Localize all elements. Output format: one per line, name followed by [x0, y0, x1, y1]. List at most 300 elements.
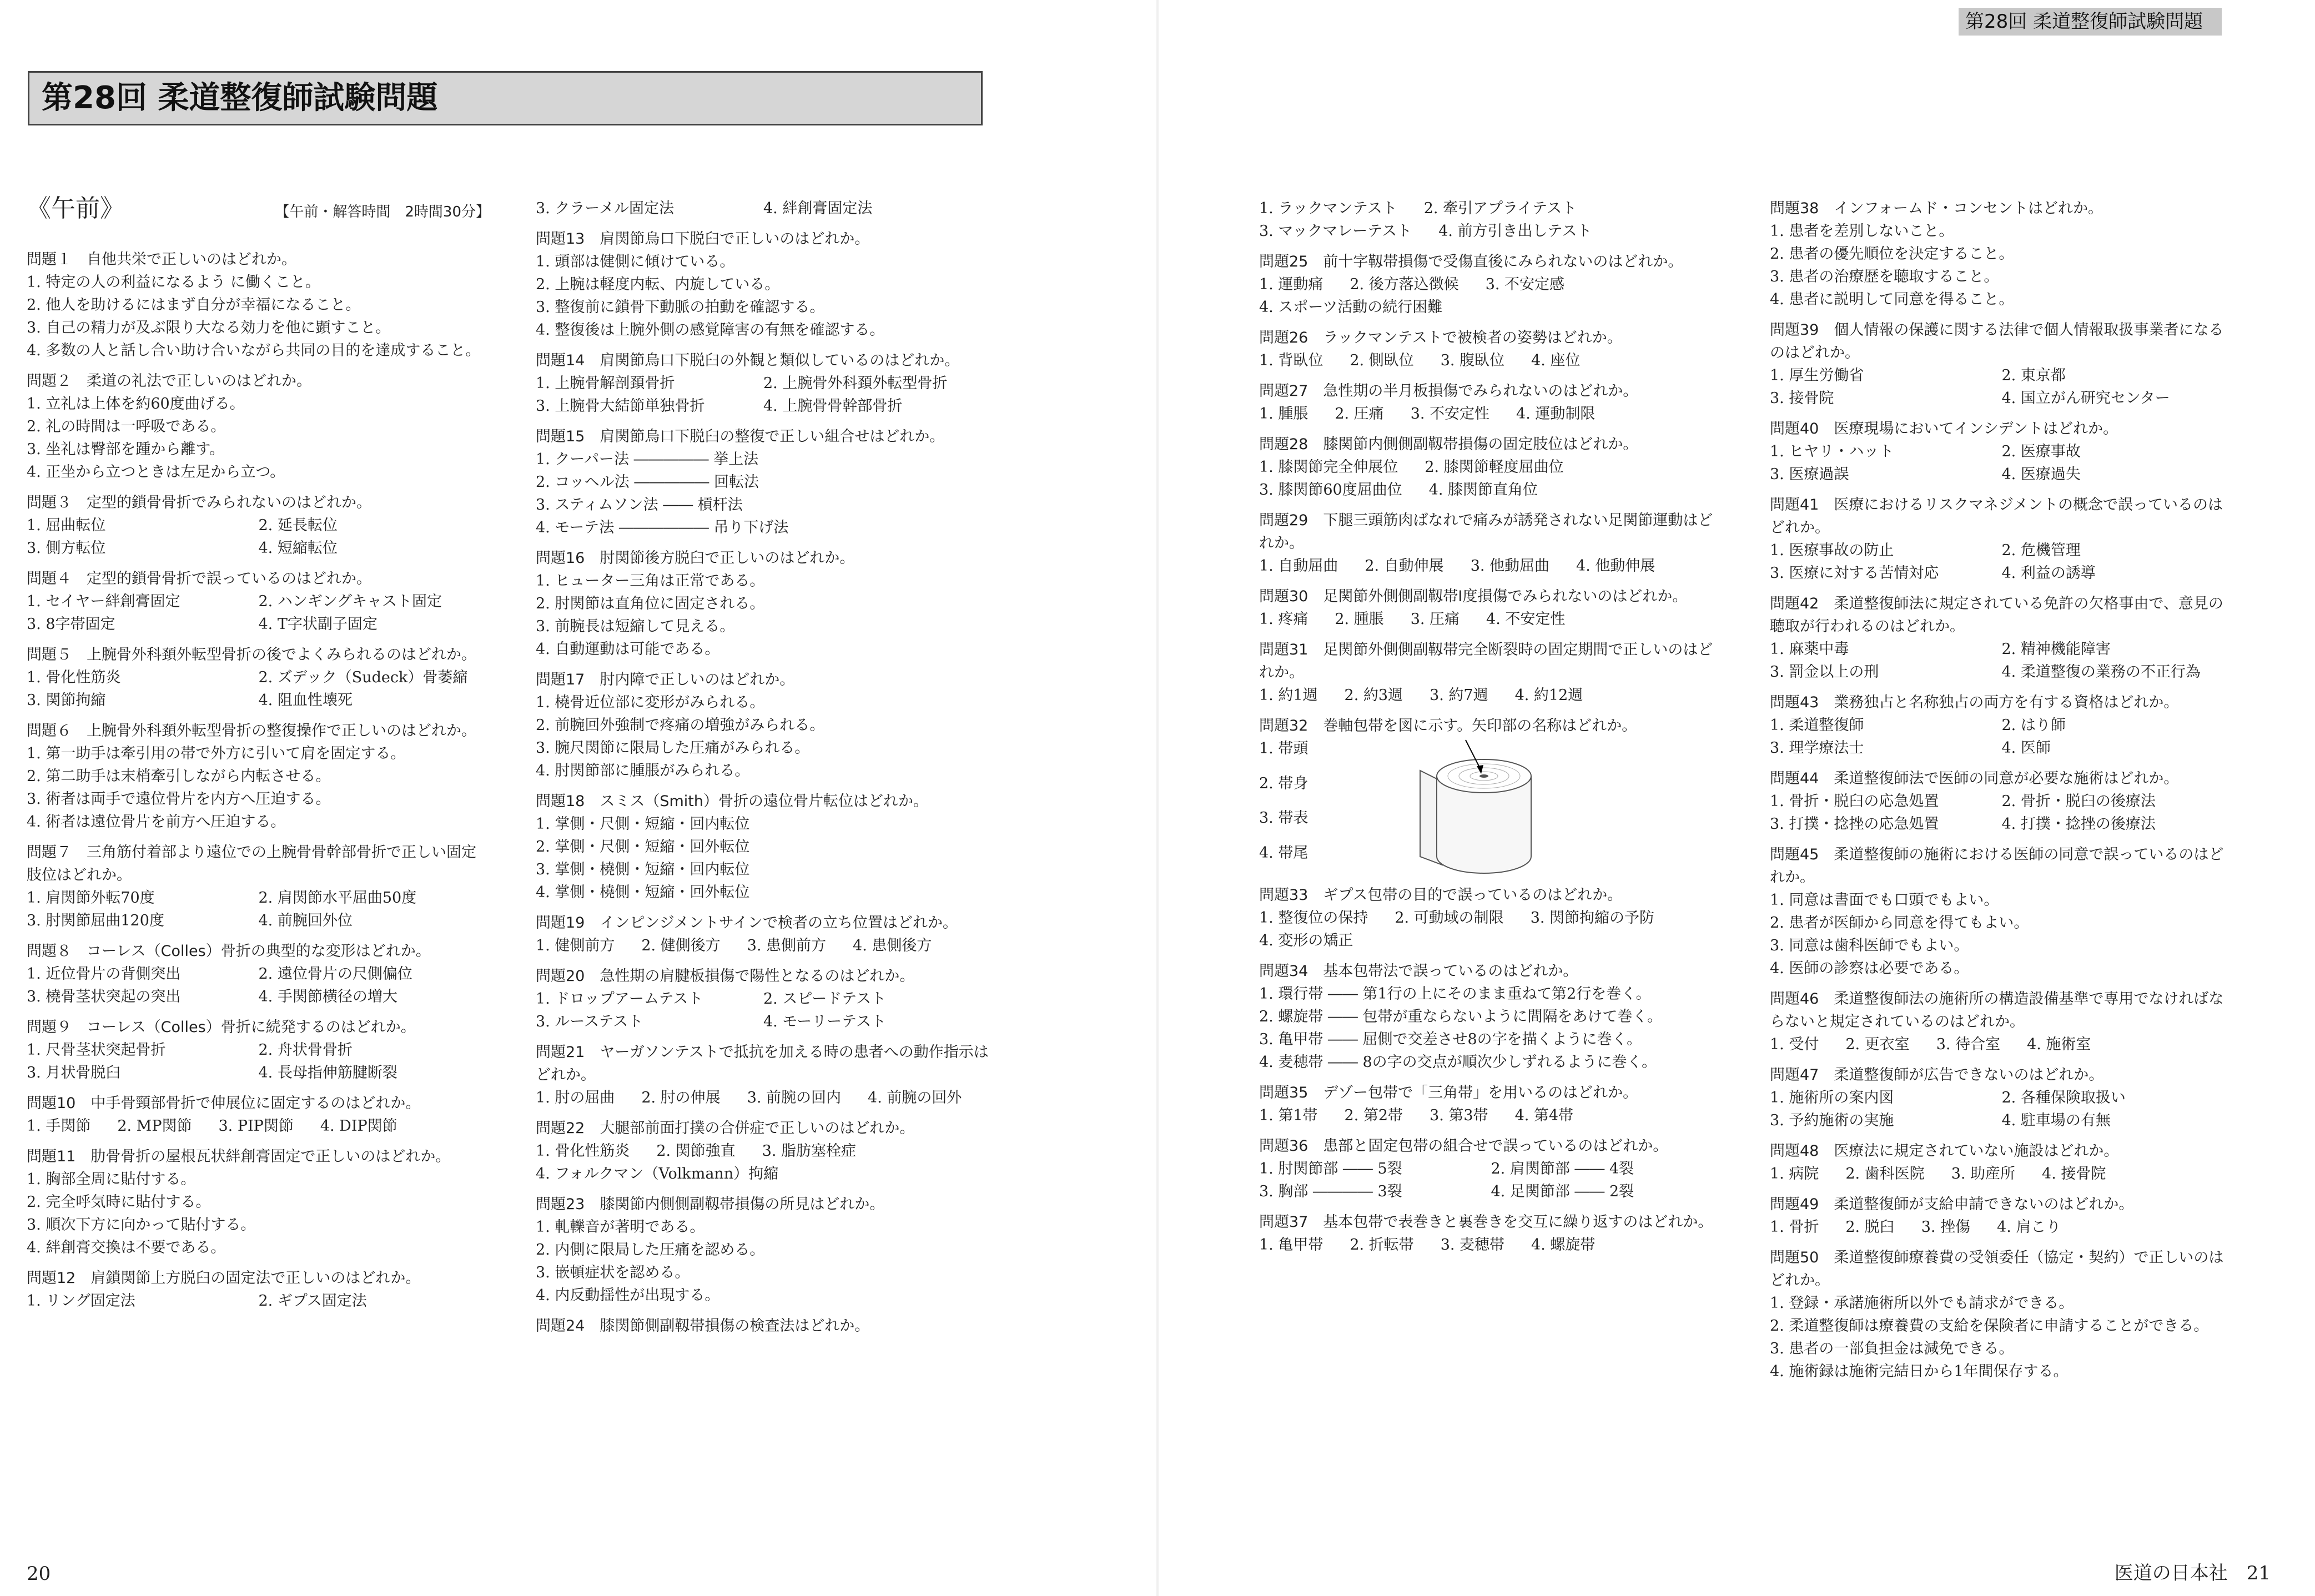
question-block	[1259, 380, 1723, 425]
answer-option: 1. 肘関節部 ―― 5裂	[1259, 1160, 1402, 1177]
question-block	[27, 370, 490, 484]
question-text: 問題33 ギプス包帯の目的で誤っているのはどれか。	[1259, 887, 1623, 904]
answer-option: 3. 前腕長は短縮して見える。	[536, 618, 735, 635]
answer-option: 1. 第一助手は牽引用の帯で外方に引いて肩を固定する。	[27, 745, 406, 762]
question-text: 問題２ 柔道の礼法で正しいのはどれか。	[27, 372, 311, 390]
answer-option: 1. 麻薬中毒	[1770, 641, 1849, 658]
options	[536, 197, 991, 220]
answer-option: 3. 待合室	[1936, 1036, 2001, 1053]
question-text: 問題13 肩関節烏口下脱臼で正しいのはどれか。	[536, 230, 870, 248]
question-block	[1259, 509, 1723, 577]
options	[27, 887, 490, 932]
question-block	[536, 1041, 991, 1109]
answer-option: 4. 接骨院	[2042, 1165, 2106, 1182]
answer-option: 2. 上腕骨外科頚外転型骨折	[763, 375, 948, 392]
answer-option: 2. 精神機能障害	[2001, 641, 2111, 658]
answer-option: 2. 危機管理	[2001, 542, 2081, 559]
answer-option: 2. 肩関節部 ―― 4裂	[1491, 1160, 1634, 1177]
answer-option: 3. 麦穂帯	[1440, 1236, 1505, 1253]
answer-option: 3. 亀甲帯 ―― 屈側で交差させ8の字を描くように巻く。	[1259, 1031, 1642, 1048]
answer-option: 1. 上腕骨解剖頚骨折	[536, 375, 675, 392]
options	[1770, 889, 2233, 980]
options	[27, 1168, 490, 1259]
running-header: 第28回 柔道整復師試験問題	[1959, 8, 2222, 36]
question-text: 問題17 肘内障で正しいのはどれか。	[536, 671, 795, 688]
options	[1259, 402, 1723, 425]
options	[1770, 539, 2233, 585]
question-block	[1259, 960, 1723, 1074]
answer-option: 3. 不安定性	[1410, 405, 1490, 422]
answer-option: 2. 関節強直	[656, 1142, 736, 1160]
question-block	[1259, 638, 1723, 707]
options	[536, 1140, 991, 1185]
answer-option: 1. 骨折・脱臼の応急処置	[1770, 793, 1939, 810]
answer-option: 1. 掌側・尺側・短縮・回内転位	[536, 815, 750, 833]
answer-option: 4. 正坐から立つときは左足から立つ。	[27, 464, 285, 481]
answer-option: 2. 遠位骨片の尺側偏位	[258, 965, 412, 983]
answer-option: 3. 患者の一部負担金は減免できる。	[1770, 1340, 2014, 1357]
answer-option: 3. 脂肪塞栓症	[762, 1142, 857, 1160]
options	[536, 1216, 991, 1307]
answer-option: 2. 帯身	[1259, 774, 1309, 792]
answer-option: 3. 同意は歯科医師でもよい。	[1770, 937, 1969, 954]
question-text: 問題43 業務独占と名称独占の両方を有する資格はどれか。	[1770, 694, 2179, 711]
answer-option: 3. 関節拘縮の予防	[1530, 909, 1655, 927]
question-block	[1770, 1140, 2233, 1185]
answer-option: 3. マックマレーテスト	[1259, 223, 1412, 240]
answer-option: 1. 背臥位	[1259, 352, 1323, 369]
answer-option: 1. リング固定法	[27, 1292, 135, 1310]
question-block	[27, 1092, 490, 1137]
question-block	[536, 425, 991, 539]
answer-option: 4. 整復後は上腕外側の感覚障害の有無を確認する。	[536, 321, 885, 339]
options	[27, 514, 490, 560]
answer-option: 3. 胸部 ―――― 3裂	[1259, 1183, 1402, 1200]
answer-option: 4. T字状副子固定	[258, 616, 378, 633]
question-block	[536, 912, 991, 957]
answer-option: 1. 骨折	[1770, 1219, 1819, 1236]
options	[1259, 349, 1723, 372]
question-text: 問題45 柔道整復師の施術における医師の同意で誤っているのはどれか。	[1770, 846, 2224, 886]
question-block	[27, 1267, 490, 1312]
answer-option: 2. ハンギングキャスト固定	[258, 593, 442, 610]
column-3	[1259, 197, 1723, 1264]
question-text: 問題14 肩関節烏口下脱臼の外観と類似しているのはどれか。	[536, 352, 960, 369]
options	[1770, 1216, 2233, 1238]
answer-option: 3. 上腕骨大結節単独骨折	[536, 397, 705, 415]
answer-option: 3. 患者の治療歴を聴取すること。	[1770, 268, 1999, 285]
answer-option: 3. 挫傷	[1921, 1219, 1971, 1236]
options	[1259, 456, 1723, 501]
answer-option: 1. 病院	[1770, 1165, 1819, 1182]
question-text: 問題18 スミス（Smith）骨折の遠位骨片転位はどれか。	[536, 793, 928, 810]
answer-option: 2. 更衣室	[1845, 1036, 1910, 1053]
answer-option: 2. 舟状骨骨折	[258, 1041, 353, 1059]
answer-option: 3. ルーステスト	[536, 1013, 643, 1030]
answer-option: 4. 螺旋帯	[1531, 1236, 1596, 1253]
options	[1259, 737, 1381, 876]
options	[27, 1115, 490, 1137]
answer-option: 3. 膝関節60度屈曲位	[1259, 481, 1402, 499]
answer-option: 3. 関節拘縮	[27, 692, 106, 709]
question-block	[1770, 767, 2233, 835]
question-text: 問題42 柔道整復師法に規定されている免許の欠格事由で、意見の聴取が行われるのはどれか。	[1770, 595, 2223, 635]
column-4	[1770, 197, 2233, 1391]
answer-option: 4. 短縮転位	[258, 540, 338, 557]
question-text: 問題40 医療現場においてインシデントはどれか。	[1770, 420, 2118, 437]
options	[1259, 684, 1723, 707]
answer-option: 4. 絆創膏交換は不要である。	[27, 1239, 226, 1256]
answer-option: 2. 上腕は軽度内転、内旋している。	[536, 276, 780, 293]
question-text: 問題19 インピンジメントサインで検者の立ち位置はどれか。	[536, 914, 958, 932]
answer-option: 3. 側方転位	[27, 540, 106, 557]
answer-option: 4. 医師	[2001, 739, 2051, 757]
options	[1770, 714, 2233, 759]
question-block	[536, 197, 991, 220]
options	[536, 988, 991, 1033]
answer-option: 2. 螺旋帯 ―― 包帯が重ならないように間隔をあけて巻く。	[1259, 1008, 1662, 1025]
session-title: 《午前》	[27, 194, 124, 223]
question-block	[1770, 319, 2233, 410]
answer-option: 4. 施術録は施術完結日から1年間保存する。	[1770, 1363, 2069, 1380]
answer-option: 3. 医療過誤	[1770, 466, 1849, 483]
answer-option: 4. 変形の矯正	[1259, 932, 1353, 949]
answer-option: 1. 胸部全周に貼付する。	[27, 1171, 196, 1188]
answer-option: 3. 月状骨脱臼	[27, 1064, 121, 1081]
question-block	[1770, 197, 2233, 311]
answer-option: 2. 圧痛	[1335, 405, 1384, 422]
answer-option: 1. セイヤー絆創膏固定	[27, 593, 180, 610]
answer-option: 1. ヒューター三角は正常である。	[536, 572, 765, 590]
question-text: 問題50 柔道整復師療養費の受領委任（協定・契約）で正しいのはどれか。	[1770, 1249, 2224, 1289]
answer-option: 4. 内反動揺性が出現する。	[536, 1287, 720, 1304]
answer-option: 2. 自動伸展	[1365, 557, 1444, 575]
question-text: 問題29 下腿三頭筋肉ばなれで痛みが誘発されない足関節運動はどれか。	[1259, 512, 1713, 552]
answer-option: 2. 前腕回外強制で疼痛の増強がみられる。	[536, 717, 825, 734]
answer-option: 4. 自動運動は可能である。	[536, 641, 720, 658]
bandage-roll-figure	[1403, 737, 1537, 876]
question-block	[1770, 417, 2233, 486]
question-block	[27, 643, 490, 712]
question-block	[536, 349, 991, 417]
options	[1259, 555, 1723, 577]
answer-option: 3. 掌側・橈側・短縮・回内転位	[536, 861, 750, 878]
answer-option: 4. 上腕骨骨幹部骨折	[763, 397, 903, 415]
answer-option: 4. 医師の診察は必要である。	[1770, 960, 1969, 977]
question-block	[1259, 714, 1723, 876]
answer-option: 2. 歯科医院	[1845, 1165, 1925, 1182]
options	[1770, 440, 2233, 486]
answer-option: 4. 打撲・捻挫の後療法	[2001, 815, 2156, 833]
question-text: 問題23 膝関節内側側副靱帯損傷の所見はどれか。	[536, 1196, 885, 1213]
options	[27, 963, 490, 1008]
answer-option: 3. 患側前方	[747, 937, 827, 954]
question-text: 問題12 肩鎖関節上方脱臼の固定法で正しいのはどれか。	[27, 1270, 421, 1287]
options	[1770, 1086, 2233, 1132]
question-text: 問題22 大腿部前面打撲の合併症で正しいのはどれか。	[536, 1120, 915, 1137]
answer-option: 3. 整復前に鎖骨下動脈の拍動を確認する。	[536, 299, 825, 316]
answer-option: 1. 橈骨近位部に変形がみられる。	[536, 694, 765, 711]
answer-option: 4. 膝関節直角位	[1428, 481, 1538, 499]
answer-option: 2. 肘の伸展	[641, 1089, 721, 1106]
options	[1770, 1033, 2233, 1056]
answer-option: 3. 帯表	[1259, 809, 1309, 827]
answer-option: 2. 礼の時間は一呼吸である。	[27, 418, 226, 435]
answer-option: 3. PIP関節	[218, 1117, 294, 1135]
answer-option: 1. 手関節	[27, 1117, 91, 1135]
question-block	[1259, 1211, 1723, 1256]
answer-option: 3. クラーメル固定法	[536, 200, 674, 217]
answer-option: 4. 駐車場の有無	[2001, 1112, 2111, 1129]
question-block	[1259, 585, 1723, 631]
answer-option: 1. クーパー法 ――――― 挙上法	[536, 451, 759, 468]
answer-option: 2. 腫脹	[1335, 611, 1384, 628]
question-block	[1259, 433, 1723, 501]
answer-option: 4. 多数の人と話し合い助け合いながら共同の目的を達成すること。	[27, 342, 481, 359]
answer-option: 2. 完全呼気時に貼付する。	[27, 1194, 211, 1211]
answer-option: 2. 患者の優先順位を決定すること。	[1770, 245, 2014, 263]
question-block	[27, 940, 490, 1008]
question-block	[27, 567, 490, 636]
answer-option: 3. 腕尺関節に限局した圧痛がみられる。	[536, 739, 810, 757]
options	[1770, 790, 2233, 835]
answer-option: 3. 第3帯	[1430, 1107, 1488, 1124]
answer-option: 2. 各種保険取扱い	[2001, 1089, 2126, 1106]
page-number-left: 20	[27, 1563, 51, 1585]
answer-option: 1. 同意は書面でも口頭でもよい。	[1770, 892, 1999, 909]
answer-option: 3. 肘関節屈曲120度	[27, 912, 164, 929]
answer-option: 3. 嵌頓症状を認める。	[536, 1264, 690, 1281]
answer-option: 3. 助産所	[1951, 1165, 2016, 1182]
question-text: 問題20 急性期の肩腱板損傷で陽性となるのはどれか。	[536, 968, 915, 985]
column-2	[536, 197, 991, 1345]
answer-option: 1. 医療事故の防止	[1770, 542, 1894, 559]
answer-option: 2. 東京都	[2001, 367, 2066, 384]
answer-option: 2. 第2帯	[1344, 1107, 1403, 1124]
options	[1770, 220, 2233, 311]
answer-option: 1. 帯頭	[1259, 740, 1309, 757]
answer-option: 3. 坐礼は臀部を踵から離す。	[27, 441, 225, 458]
answer-option: 4. 阻血性壊死	[258, 692, 353, 709]
question-block	[536, 668, 991, 782]
question-block	[536, 965, 991, 1033]
options	[27, 1039, 490, 1084]
page-number-right: 医道の日本社 21	[2114, 1562, 2271, 1584]
answer-option: 4. 柔道整復の業務の不正行為	[2001, 663, 2201, 681]
answer-option: 1. 柔道整復師	[1770, 717, 1864, 734]
question-text: 問題31 足関節外側側副靱帯完全断裂時の固定期間で正しいのはどれか。	[1259, 641, 1713, 681]
question-text: 問題48 医療法に規定されていない施設はどれか。	[1770, 1142, 2119, 1160]
options	[1259, 273, 1723, 319]
answer-option: 1. 屈曲転位	[27, 517, 106, 534]
question-text: 問題26 ラックマンテストで被検者の姿勢はどれか。	[1259, 329, 1622, 346]
question-text: 問題36 患部と固定包帯の組合せで誤っているのはどれか。	[1259, 1137, 1668, 1155]
answer-option: 1. 第1帯	[1259, 1107, 1318, 1124]
answer-option: 2. 牽引アプライテスト	[1423, 200, 1577, 217]
answer-option: 1. 運動痛	[1259, 276, 1323, 293]
answer-option: 4. モーテ法 ―――――― 吊り下げ法	[536, 519, 789, 536]
answer-option: 1. 特定の人の利益になるよう に働くこと。	[27, 274, 320, 291]
answer-option: 4. 足関節部 ―― 2裂	[1491, 1183, 1634, 1200]
answer-option: 1. 環行帯 ―― 第1行の上にそのまま重ねて第2行を巻く。	[1259, 985, 1651, 1003]
answer-option: 2. 脱臼	[1845, 1219, 1895, 1236]
question-text: 問題27 急性期の半月板損傷でみられないのはどれか。	[1259, 382, 1638, 400]
answer-option: 4. 約12週	[1514, 687, 1583, 704]
options	[536, 691, 991, 782]
question-block	[1770, 1193, 2233, 1238]
question-block	[1259, 197, 1723, 243]
question-block	[1770, 1246, 2233, 1383]
question-text: 問題４ 定型的鎖骨骨折で誤っているのはどれか。	[27, 570, 371, 587]
question-text: 問題９ コーレス（Colles）骨折に続発するのはどれか。	[27, 1019, 416, 1036]
options	[27, 590, 490, 636]
answer-option: 1. ラックマンテスト	[1259, 200, 1397, 217]
question-text: 問題35 デゾー包帯で「三角帯」を用いるのはどれか。	[1259, 1084, 1638, 1101]
answer-option: 4. 医療過失	[2001, 466, 2081, 483]
options	[536, 813, 991, 904]
answer-option: 1. 立礼は上体を約60度曲げる。	[27, 395, 245, 412]
answer-option: 1. 骨化性筋炎	[27, 669, 121, 686]
answer-option: 4. 国立がん研究センター	[2001, 390, 2170, 407]
question-block	[27, 1016, 490, 1084]
answer-option: 3. 橈骨茎状突起の突出	[27, 988, 181, 1005]
answer-option: 2. 骨折・脱臼の後療法	[2001, 793, 2156, 810]
answer-option: 2. 内側に限局した圧痛を認める。	[536, 1241, 765, 1258]
answer-option: 4. 絆創膏固定法	[763, 200, 873, 217]
question-text: 問題８ コーレス（Colles）骨折の典型的な変形はどれか。	[27, 943, 431, 960]
question-block	[1770, 1064, 2233, 1132]
answer-option: 4. 第4帯	[1514, 1107, 1574, 1124]
question-block	[1770, 843, 2233, 980]
answer-option: 4. 手関節横径の増大	[258, 988, 397, 1005]
options	[1259, 1157, 1723, 1203]
options	[536, 250, 991, 341]
question-text: 問題38 インフォームド・コンセントはどれか。	[1770, 200, 2103, 217]
answer-option: 1. 健側前方	[536, 937, 615, 954]
answer-option: 1. 登録・承諾施術所以外でも請求ができる。	[1770, 1295, 2074, 1312]
answer-option: 1. 自動屈曲	[1259, 557, 1338, 575]
answer-option: 2. 可動域の制限	[1395, 909, 1504, 927]
question-text: 問題24 膝関節側副靱帯損傷の検査法はどれか。	[536, 1317, 870, 1335]
exam-title: 第28回 柔道整復師試験問題	[28, 71, 983, 125]
answer-option: 2. 他人を助けるにはまず自分が幸福になること。	[27, 296, 361, 314]
options	[536, 570, 991, 661]
options	[1259, 197, 1723, 243]
answer-option: 4. 不安定性	[1486, 611, 1566, 628]
answer-option: 2. はり師	[2001, 717, 2066, 734]
answer-option: 4. 掌側・橈側・短縮・回外転位	[536, 884, 750, 901]
answer-option: 4. 肩こり	[1997, 1219, 2061, 1236]
answer-option: 4. 麦穂帯 ―― 8の字の交点が順次少しずれるように巻く。	[1259, 1054, 1657, 1071]
session-header	[27, 194, 490, 224]
question-block	[27, 841, 490, 932]
question-text: 問題41 医療におけるリスクマネジメントの概念で誤っているのはどれか。	[1770, 496, 2223, 536]
question-text: 問題11 肋骨骨折の屋根瓦状絆創膏固定で正しいのはどれか。	[27, 1148, 451, 1165]
answer-option: 4. フォルクマン（Volkmann）拘縮	[536, 1165, 779, 1182]
options	[27, 392, 490, 484]
options	[1259, 1233, 1723, 1256]
answer-option: 1. ヒヤリ・ハット	[1770, 443, 1894, 460]
answer-option: 2. 後方落込徴候	[1350, 276, 1459, 293]
question-text: 問題５ 上腕骨外科頚外転型骨折の後でよくみられるのはどれか。	[27, 646, 476, 663]
question-block	[536, 228, 991, 341]
question-text: 問題３ 定型的鎖骨骨折でみられないのはどれか。	[27, 494, 371, 511]
options	[27, 742, 490, 833]
answer-option: 1. ドロップアームテスト	[536, 990, 703, 1008]
answer-option: 4. 座位	[1531, 352, 1581, 369]
answer-option: 4. 利益の誘導	[2001, 565, 2096, 582]
options	[536, 372, 991, 417]
answer-option: 1. 受付	[1770, 1036, 1819, 1053]
figure-row	[1259, 737, 1723, 876]
question-text: 問題28 膝関節内側側副靱帯損傷の固定肢位はどれか。	[1259, 436, 1638, 453]
answer-option: 2. 第二助手は末梢牽引しながら内転させる。	[27, 768, 331, 785]
answer-option: 4. 前方引き出しテスト	[1438, 223, 1592, 240]
answer-option: 1. 腫脹	[1259, 405, 1309, 422]
answer-option: 2. 延長転位	[258, 517, 338, 534]
question-block	[27, 719, 490, 833]
answer-option: 1. 軋轢音が著明である。	[536, 1219, 705, 1236]
answer-option: 3. 他動屈曲	[1470, 557, 1550, 575]
question-block	[1259, 1135, 1723, 1203]
answer-option: 2. 膝関節軽度屈曲位	[1425, 459, 1564, 476]
question-block	[1770, 494, 2233, 585]
question-text: 問題１ 自他共栄で正しいのはどれか。	[27, 251, 296, 268]
question-text: 問題30 足関節外側側副靱帯Ⅰ度損傷でみられないのはどれか。	[1259, 588, 1688, 605]
question-block	[1770, 691, 2233, 759]
answer-option: 4. 運動制限	[1516, 405, 1596, 422]
answer-option: 3. 予約施術の実施	[1770, 1112, 1894, 1129]
answer-option: 3. 接骨院	[1770, 390, 1834, 407]
question-text: 問題15 肩関節烏口下脱臼の整復で正しい組合せはどれか。	[536, 428, 945, 445]
answer-option: 3. 医療に対する苦情対応	[1770, 565, 1939, 582]
answer-option: 2. 患者が医師から同意を得てもよい。	[1770, 914, 2029, 932]
options	[536, 448, 991, 539]
question-block	[536, 1117, 991, 1185]
options	[1770, 1292, 2233, 1383]
answer-option: 2. 柔道整復師は療養費の支給を保険者に申請することができる。	[1770, 1317, 2209, 1335]
answer-option: 4. 患側後方	[853, 937, 932, 954]
answer-option: 4. 前腕の回外	[868, 1089, 962, 1106]
question-text: 問題６ 上腕骨外科頚外転型骨折の整復操作で正しいのはどれか。	[27, 722, 476, 739]
column-1	[27, 194, 490, 1320]
answer-option: 4. モーリーテスト	[763, 1013, 887, 1030]
answer-option: 3. 打撲・捻挫の応急処置	[1770, 815, 1939, 833]
answer-option: 1. 厚生労働省	[1770, 367, 1864, 384]
answer-option: 3. 理学療法士	[1770, 739, 1864, 757]
question-block	[536, 1193, 991, 1307]
answer-option: 1. 尺骨茎状突起骨折	[27, 1041, 166, 1059]
answer-option: 2. 側臥位	[1350, 352, 1414, 369]
answer-option: 1. 膝関節完全伸展位	[1259, 459, 1398, 476]
question-text: 問題37 基本包帯で表巻きと裏巻きを交互に繰り返すのはどれか。	[1259, 1214, 1713, 1231]
answer-option: 2. 約3週	[1344, 687, 1403, 704]
answer-option: 1. 亀甲帯	[1259, 1236, 1323, 1253]
question-text: 問題44 柔道整復師法で医師の同意が必要な施術はどれか。	[1770, 770, 2179, 787]
answer-option: 1. 疼痛	[1259, 611, 1309, 628]
answer-option: 4. 患者に説明して同意を得ること。	[1770, 291, 2014, 308]
answer-option: 2. コッヘル法 ――――― 回転法	[536, 474, 759, 491]
question-block	[1259, 326, 1723, 372]
page-spine	[1156, 0, 1159, 1596]
answer-option: 4. 施術室	[2027, 1036, 2091, 1053]
question-block	[1259, 884, 1723, 952]
question-text: 問題34 基本包帯法で誤っているのはどれか。	[1259, 963, 1578, 980]
answer-option: 2. MP関節	[117, 1117, 192, 1135]
answer-option: 3. 前腕の回内	[747, 1089, 842, 1106]
options	[536, 934, 991, 957]
question-text: 問題39 個人情報の保護に関する法律で個人情報取扱事業者になるのはどれか。	[1770, 321, 2224, 361]
